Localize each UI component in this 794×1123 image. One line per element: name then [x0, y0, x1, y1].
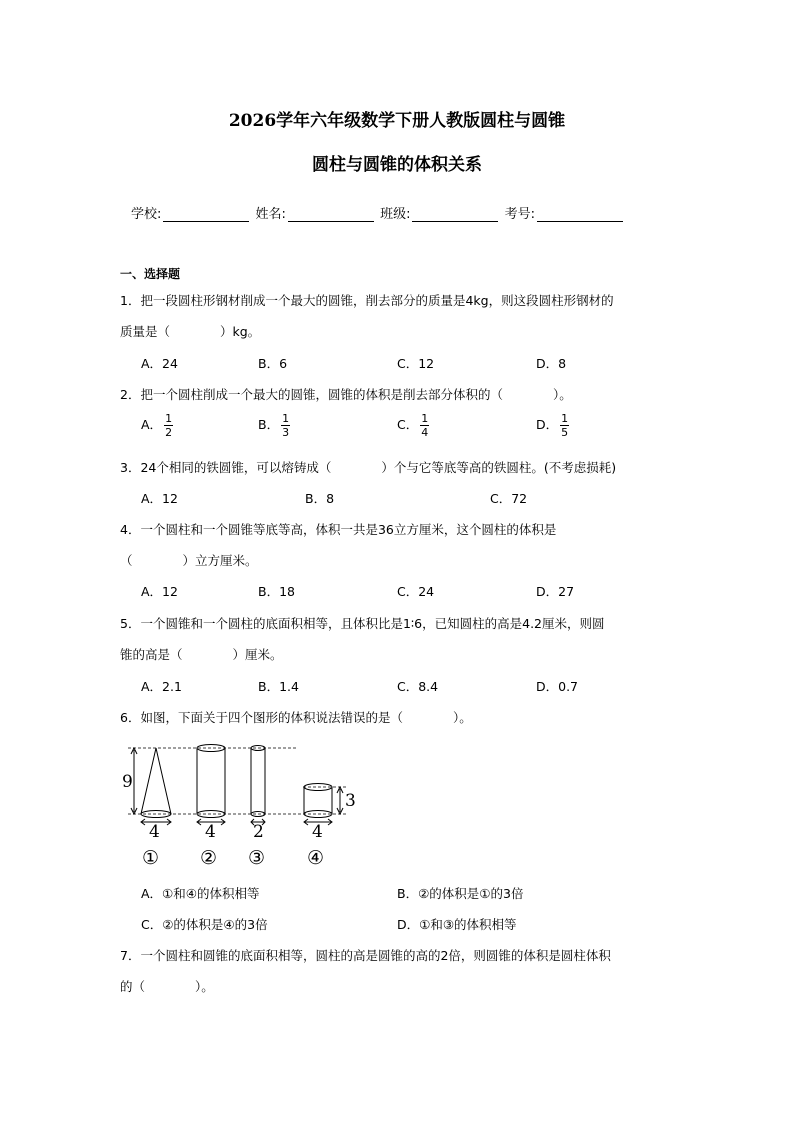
fraction — [560, 412, 569, 439]
q2-option-a-label: A． — [141, 417, 163, 432]
q3-option-a[interactable]: A．12 — [141, 491, 178, 506]
q5-option-b[interactable]: B．1.4 — [258, 679, 299, 694]
q5-option-a[interactable]: A．2.1 — [141, 679, 182, 694]
q1-option-d[interactable]: D．8 — [536, 356, 567, 371]
q2-option-d[interactable] — [536, 412, 569, 439]
question-5-line-1: 5．一个圆锥和一个圆柱的底面积相等，且体积比是1∶6，已知圆柱的高是4.2厘米，则圆 — [120, 616, 605, 631]
fraction-numerator: 1 — [421, 412, 429, 425]
q4-option-b[interactable]: B．18 — [258, 584, 295, 599]
fraction-numerator: 1 — [561, 412, 569, 425]
q3-option-c[interactable]: C．72 — [490, 491, 528, 506]
question-1-line-1: 1．把一段圆柱形钢材削成一个最大的圆锥，削去部分的质量是4kg，则这段圆柱形钢材的 — [120, 293, 614, 308]
shape-number-2: ② — [200, 847, 218, 869]
width-label-3: 2 — [253, 822, 264, 842]
solids-figure — [118, 738, 358, 872]
question-1-line-2: 质量是（ ）kg。 — [120, 324, 261, 339]
width-label-2: 4 — [205, 822, 216, 842]
fraction — [420, 412, 429, 439]
question-5-line-2: 锥的高是（ ）厘米。 — [120, 647, 283, 662]
fraction-denominator: 2 — [165, 426, 173, 439]
question-6-line-1: 6．如图，下面关于四个图形的体积说法错误的是（ ）。 — [120, 710, 472, 725]
q2-option-c-label: C． — [397, 417, 419, 432]
q6-option-a[interactable]: A．①和④的体积相等 — [141, 886, 260, 901]
fraction — [164, 412, 173, 439]
number-label: 考号: — [504, 207, 535, 222]
fraction-numerator: 1 — [282, 412, 290, 425]
question-2-line-1: 2．把一个圆柱削成一个最大的圆锥，圆锥的体积是削去部分体积的（ ）。 — [120, 387, 572, 402]
shape-number-4: ④ — [307, 847, 325, 869]
class-blank[interactable] — [412, 209, 498, 222]
q2-option-a[interactable] — [141, 412, 173, 439]
q2-option-b[interactable] — [258, 412, 290, 439]
q2-option-d-label: D． — [536, 417, 559, 432]
q1-option-b[interactable]: B．6 — [258, 356, 288, 371]
q2-option-b-label: B． — [258, 417, 280, 432]
question-4-line-1: 4．一个圆柱和一个圆锥等底等高，体积一共是36立方厘米，这个圆柱的体积是 — [120, 522, 557, 537]
page-subtitle: 圆柱与圆锥的体积关系 — [312, 155, 482, 175]
q5-option-c[interactable]: C．8.4 — [397, 679, 439, 694]
height-label: 9 — [122, 772, 133, 792]
q1-option-c[interactable]: C．12 — [397, 356, 435, 371]
question-7-line-2: 的（ ）。 — [120, 979, 214, 994]
section-heading: 一、选择题 — [120, 267, 181, 281]
q4-option-a[interactable]: A．12 — [141, 584, 178, 599]
small-height-label: 3 — [345, 791, 356, 811]
name-blank[interactable] — [288, 209, 374, 222]
q1-option-a[interactable]: A．24 — [141, 356, 178, 371]
question-3-line-1: 3．24个相同的铁圆锥，可以熔铸成（ ）个与它等底等高的铁圆柱。(不考虑损耗) — [120, 460, 617, 475]
fraction-denominator: 3 — [282, 426, 290, 439]
q3-option-b[interactable]: B．8 — [305, 491, 335, 506]
q2-option-c[interactable] — [397, 412, 429, 439]
fraction-numerator: 1 — [165, 412, 173, 425]
q5-option-d[interactable]: D．0.7 — [536, 679, 579, 694]
school-label: 学校: — [131, 207, 162, 222]
q6-option-b[interactable]: B．②的体积是①的3倍 — [397, 886, 524, 901]
student-info-row — [131, 203, 625, 222]
number-blank[interactable] — [537, 209, 623, 222]
question-7-line-1: 7．一个圆柱和圆锥的底面积相等，圆柱的高是圆锥的高的2倍，则圆锥的体积是圆柱体积 — [120, 948, 611, 963]
school-blank[interactable] — [163, 209, 249, 222]
width-label-4: 4 — [312, 822, 323, 842]
name-label: 姓名: — [255, 207, 286, 222]
shape-number-1: ① — [142, 847, 160, 869]
class-label: 班级: — [380, 207, 411, 222]
q6-option-c[interactable]: C．②的体积是④的3倍 — [141, 917, 268, 932]
q4-option-c[interactable]: C．24 — [397, 584, 435, 599]
fraction — [281, 412, 290, 439]
fraction-denominator: 5 — [561, 426, 569, 439]
width-label-1: 4 — [149, 822, 160, 842]
shape-number-3: ③ — [248, 847, 266, 869]
q4-option-d[interactable]: D．27 — [536, 584, 575, 599]
fraction-denominator: 4 — [421, 426, 429, 439]
question-4-line-2: （ ）立方厘米。 — [120, 553, 258, 568]
cone-shape — [141, 748, 171, 814]
q6-option-d[interactable]: D．①和③的体积相等 — [397, 917, 517, 932]
page-title: 2026学年六年级数学下册人教版圆柱与圆锥 — [228, 111, 566, 131]
